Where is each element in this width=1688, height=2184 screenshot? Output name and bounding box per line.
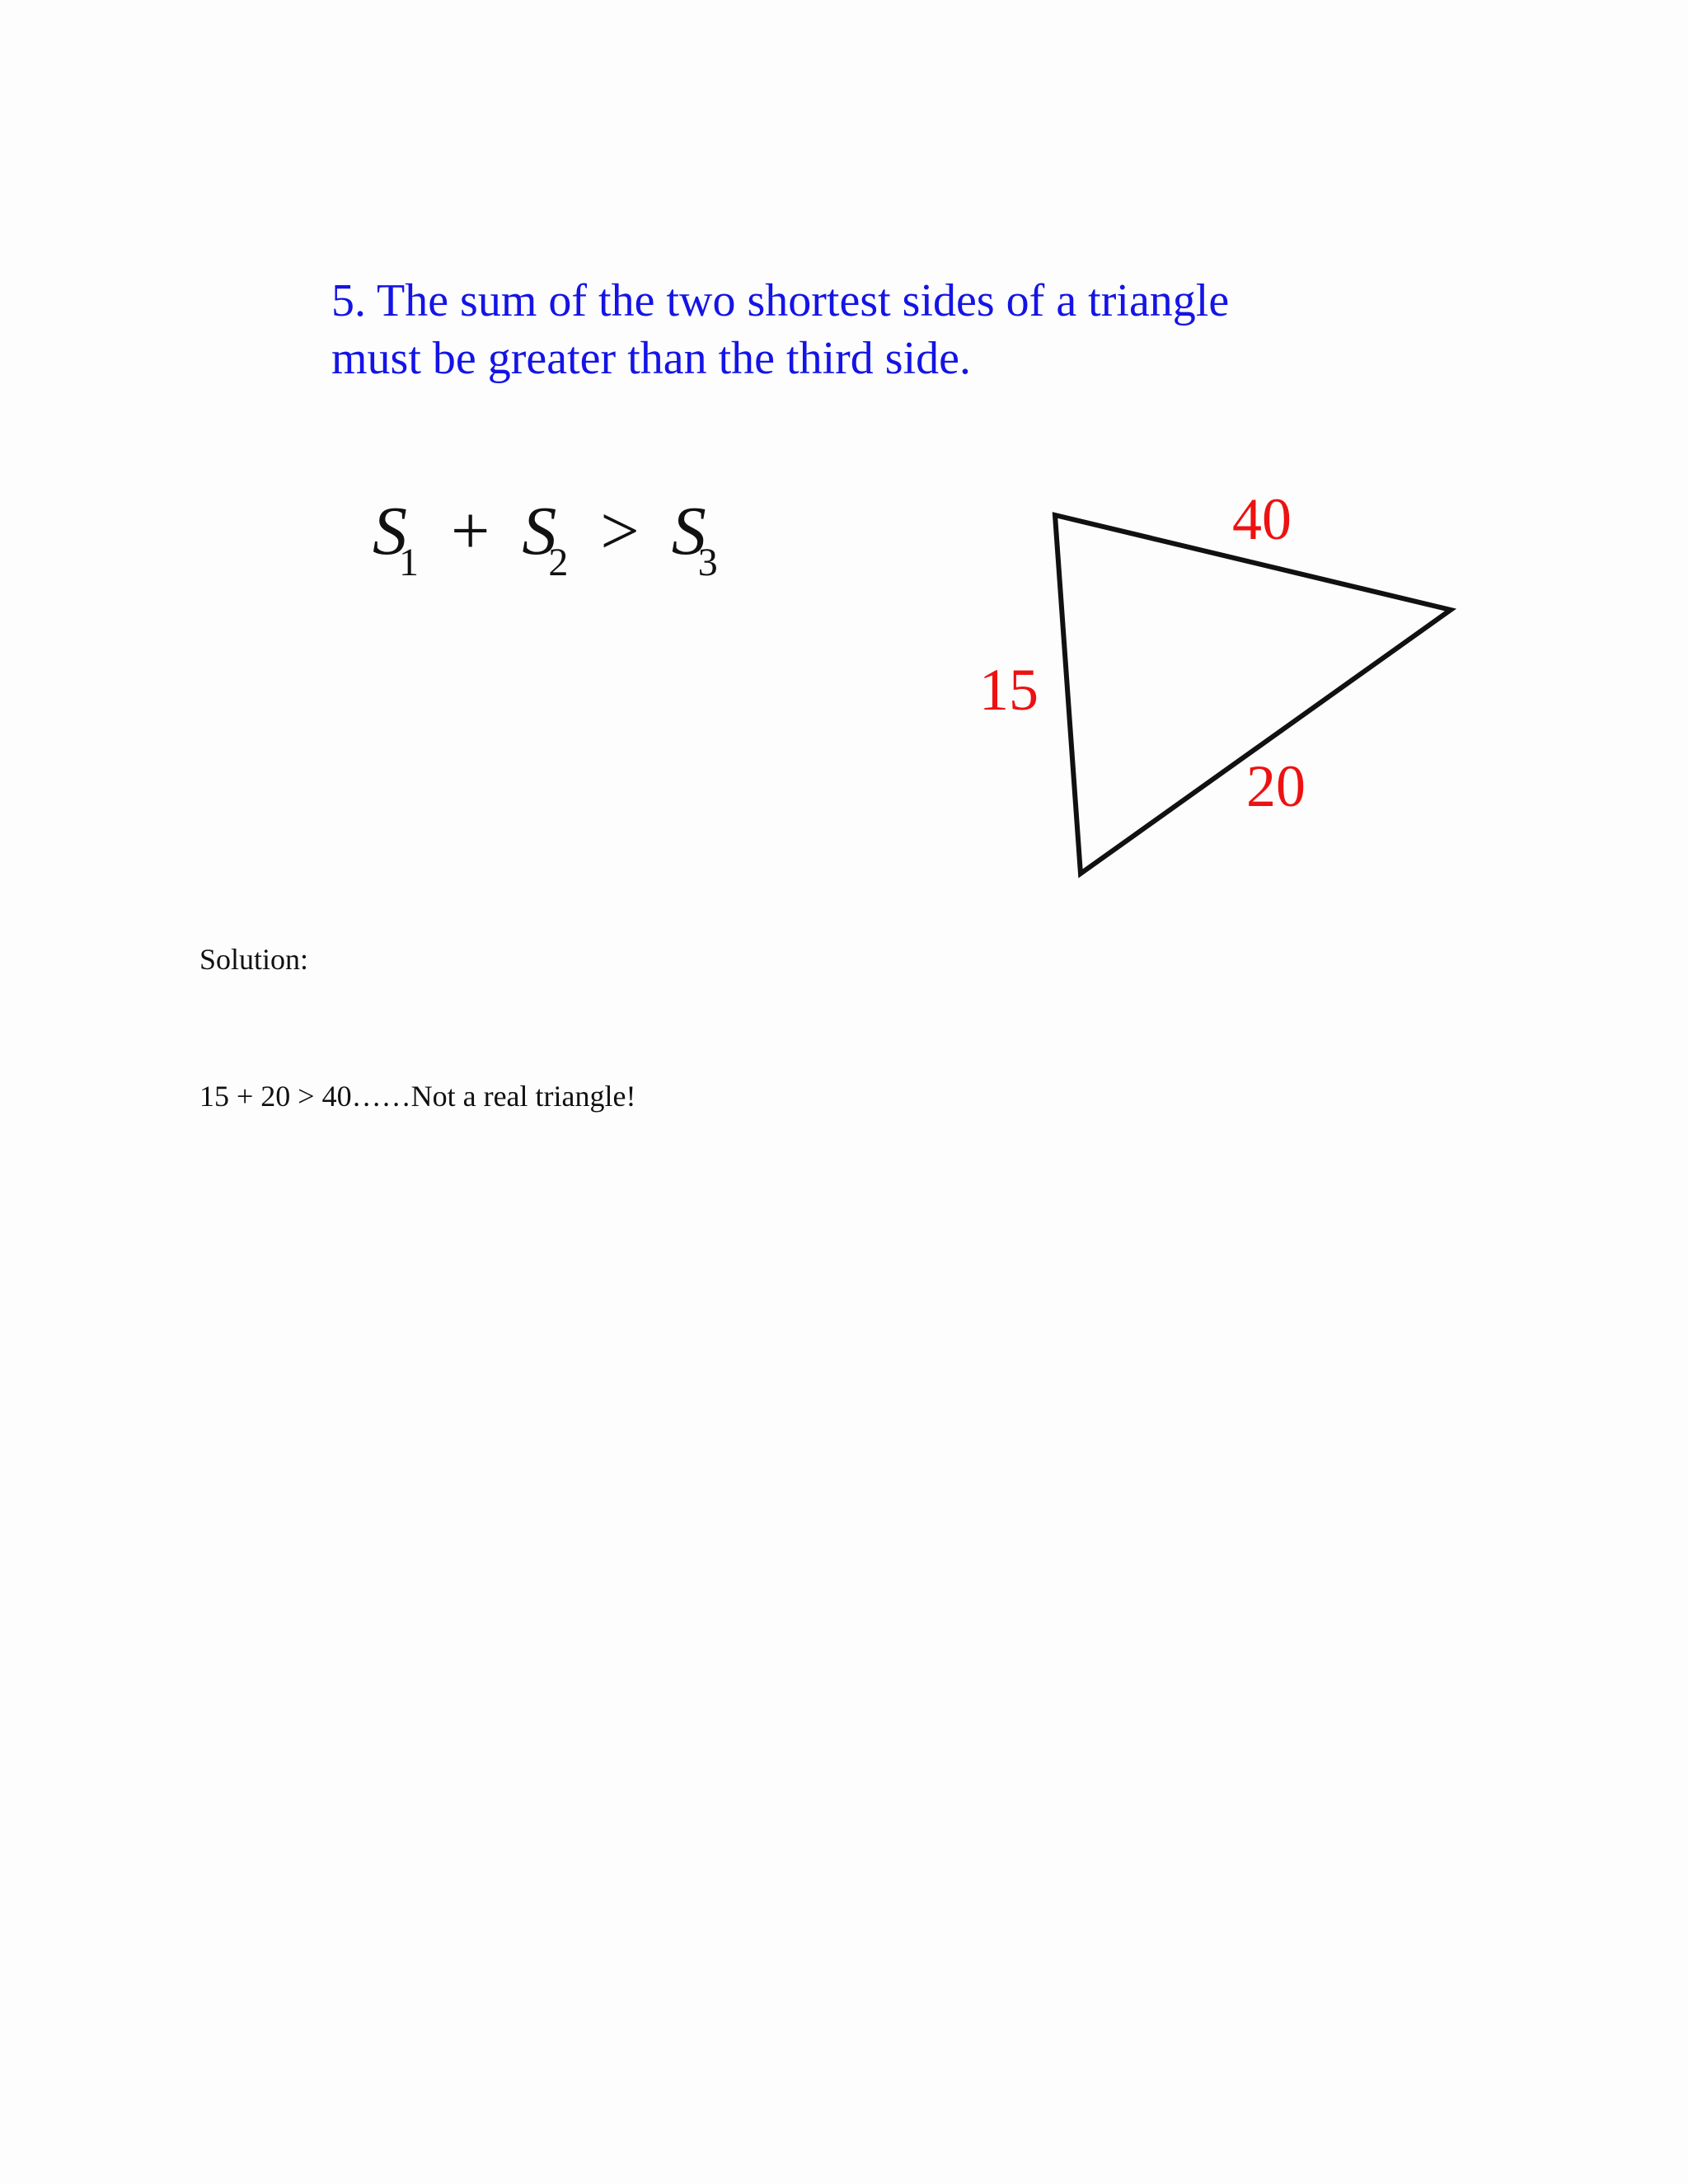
formula-greater-than: > [600,493,640,569]
formula-s1: S [373,493,407,569]
rule-heading-line-1: 5. The sum of the two shortest sides of a triangle [331,275,1230,326]
side-label-left: 15 [979,657,1039,723]
formula-s1-subscript: 1 [399,541,419,584]
rule-heading [331,272,1362,387]
side-label-bottom: 20 [1246,753,1306,819]
formula-s3: S [671,493,706,569]
solution-text: 15 + 20 > 40……Not a real triangle! [199,1080,636,1113]
triangle-outline [1055,515,1451,874]
rule-heading-line-2: must be greater than the third side. [331,333,971,384]
formula-plus: + [451,493,490,569]
triangle-figure [948,470,1484,898]
formula-s3-subscript: 3 [697,541,718,584]
formula-s2-subscript: 2 [548,541,569,584]
formula-s2: S [522,493,557,569]
solution-label: Solution: [199,943,309,976]
side-label-top: 40 [1232,486,1292,552]
inequality-formula [373,486,718,587]
